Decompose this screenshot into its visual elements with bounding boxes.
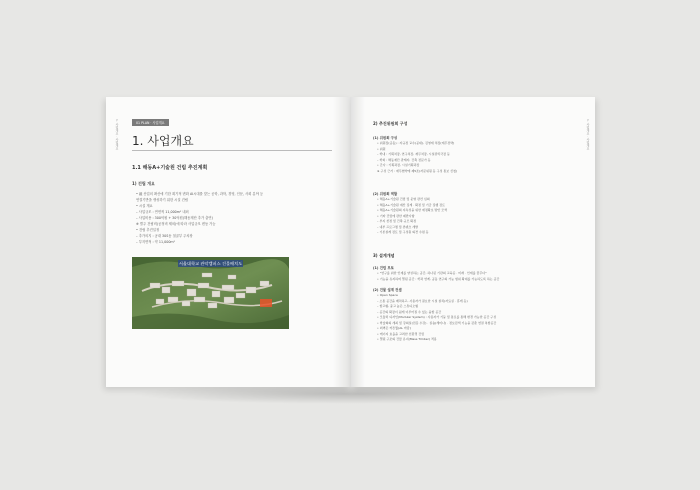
building-concept-title: (2) 건물 설계 컨셉 — [373, 288, 402, 292]
list-item: – 사업비용 : 300억원 + 30억원(해동재단 추가 출연) — [136, 216, 213, 220]
list-item: • 시설 개요 — [136, 204, 153, 208]
overview-list — [136, 191, 331, 245]
motto-title: (1) 건립 모토 — [373, 266, 394, 270]
committee-composition-list — [377, 141, 587, 174]
list-item: • 외벽은 커튼월(AL 마감) — [377, 326, 411, 330]
list-item: – 부지 선정 및 건축 규모 확정 — [377, 219, 417, 223]
motto-list — [377, 271, 587, 282]
subsection-heading: 1) 건립 개요 — [132, 181, 155, 186]
list-item: – 공간의 확장이 쉽게 이루어질 수 있는 융합 공간 — [377, 309, 442, 314]
list-item: 연결기반을 생성하기 위한 시설 건립 — [136, 198, 188, 202]
list-item: • 건립 추진일정 — [136, 228, 160, 232]
list-item: – 부지면적 : 약 11,000m² — [136, 240, 175, 244]
list-item: • 해동A+기술원의 지속성을 위한 재정확보 방안 모색 — [377, 208, 448, 212]
committee-role-title: (2) 위원회 역할 — [373, 192, 398, 196]
list-item: • 모듈러 디자인(Modular System) : 사용자가 기둥 및 통로를 통해 변경 가능한 공간 구성 — [377, 315, 497, 319]
list-item: • 위원장(공동) : 자규정 교수(공대), 김영재 처장(재무전략) — [377, 141, 455, 145]
list-item: • Open Space — [377, 293, 398, 297]
committee-role-list — [377, 197, 587, 236]
campus-aerial-map — [132, 257, 289, 329]
list-item: – 추가의지 : 공대 30S동 철골부 주차장 — [136, 234, 193, 238]
list-item: • 해동A+기술원 건립 및 운영 관련 심의 — [377, 197, 430, 201]
list-item: – 사업규모 : 연면적 11,000m² 내외 — [136, 210, 189, 214]
right-side-running-text: 1. 사업개요 · 사업개요 — [586, 119, 590, 150]
left-side-running-text: 1. 사업개요 · 사업개요 — [115, 119, 119, 150]
list-item: • 기능을 유지하며 열린 공간 : 학과 연계, 공동 연구의 가능 범위 확대를 가능하도록 하는 공간 — [377, 276, 500, 281]
page-title: 1. 사업개요 — [132, 134, 194, 148]
list-item: • 해동A+기술원 예산 집계 · 확정 및 기금 집행 검토 — [377, 202, 446, 207]
title-divider — [132, 150, 332, 151]
list-item: • 간사 : 기획과장, 시설기획과장 — [377, 163, 420, 167]
list-item: • 위원 — [377, 146, 386, 151]
list-item: – 학외 : 해동재단 관계자, 건축 전문가 등 — [377, 157, 431, 162]
list-item: – 학내 : 기획처장, 연구처장, 재무처장, 시설관리국장 등 — [377, 152, 450, 156]
list-item: • 열린 구조의 건물 유지(Mass Timber) 적용 — [377, 337, 437, 341]
chapter-tag: 01 PLAN · 사업개요 — [132, 119, 169, 126]
design-concept-heading: 3) 설계개념 — [373, 253, 395, 258]
building-concept-list — [377, 293, 587, 343]
map-caption: 서울대학교 관악캠퍼스 건물배치도 — [178, 261, 243, 266]
list-item: – 내부 프로그램 및 콘텐츠 개발 — [377, 224, 419, 229]
list-item: • 기타 건립에 관한 제반사항 — [377, 213, 415, 218]
list-item: • 에너지 효율을 고려한 친환경 건립 — [377, 331, 425, 336]
list-item: ※ 구성 근거 : 재무협약에 제5조(자문위원 등 구성 통보 신청) — [377, 168, 458, 173]
list-item: • 融 산업의 확산에 기한 획기적 변화 AI시대를 맞는 공학, 과학, 경영, 인문, 사회 분야 등 — [136, 192, 264, 196]
section-heading: 1.1 해동A+기술원 건립 추진계획 — [132, 165, 208, 171]
committee-heading: 2) 추진위원회 구성 — [373, 121, 408, 126]
left-page — [106, 97, 351, 387]
right-page — [351, 97, 595, 387]
list-item: • "연구를 위한 인재를 양성하는 공간, 하나된 기관의 교육공 · 미래 · 인재를 꿈꾸다" — [377, 271, 487, 275]
list-item: – 소통 공간을 배치하고, 사용자가 필요한 시설 설치(자료실 · 휴게 등) — [377, 298, 468, 303]
list-item: – 기본설계 검토 및 구성원 의견 수렴 등 — [377, 230, 429, 234]
committee-composition-title: (1) 위원회 구성 — [373, 136, 398, 140]
list-item: • 학술회의 개최 및 강의실(전문 수강) · 실습(세미나) · 정보검색 기능을 갖춘 연결 복합공간 — [377, 320, 497, 325]
book-shadow — [130, 384, 570, 404]
list-item: ※ 별주 건립비(공정비 제외)에 따라 사업규모 변동 가능 — [136, 222, 216, 226]
list-item: – 합고형, 중고 높은 스튜디오형 — [377, 304, 419, 308]
